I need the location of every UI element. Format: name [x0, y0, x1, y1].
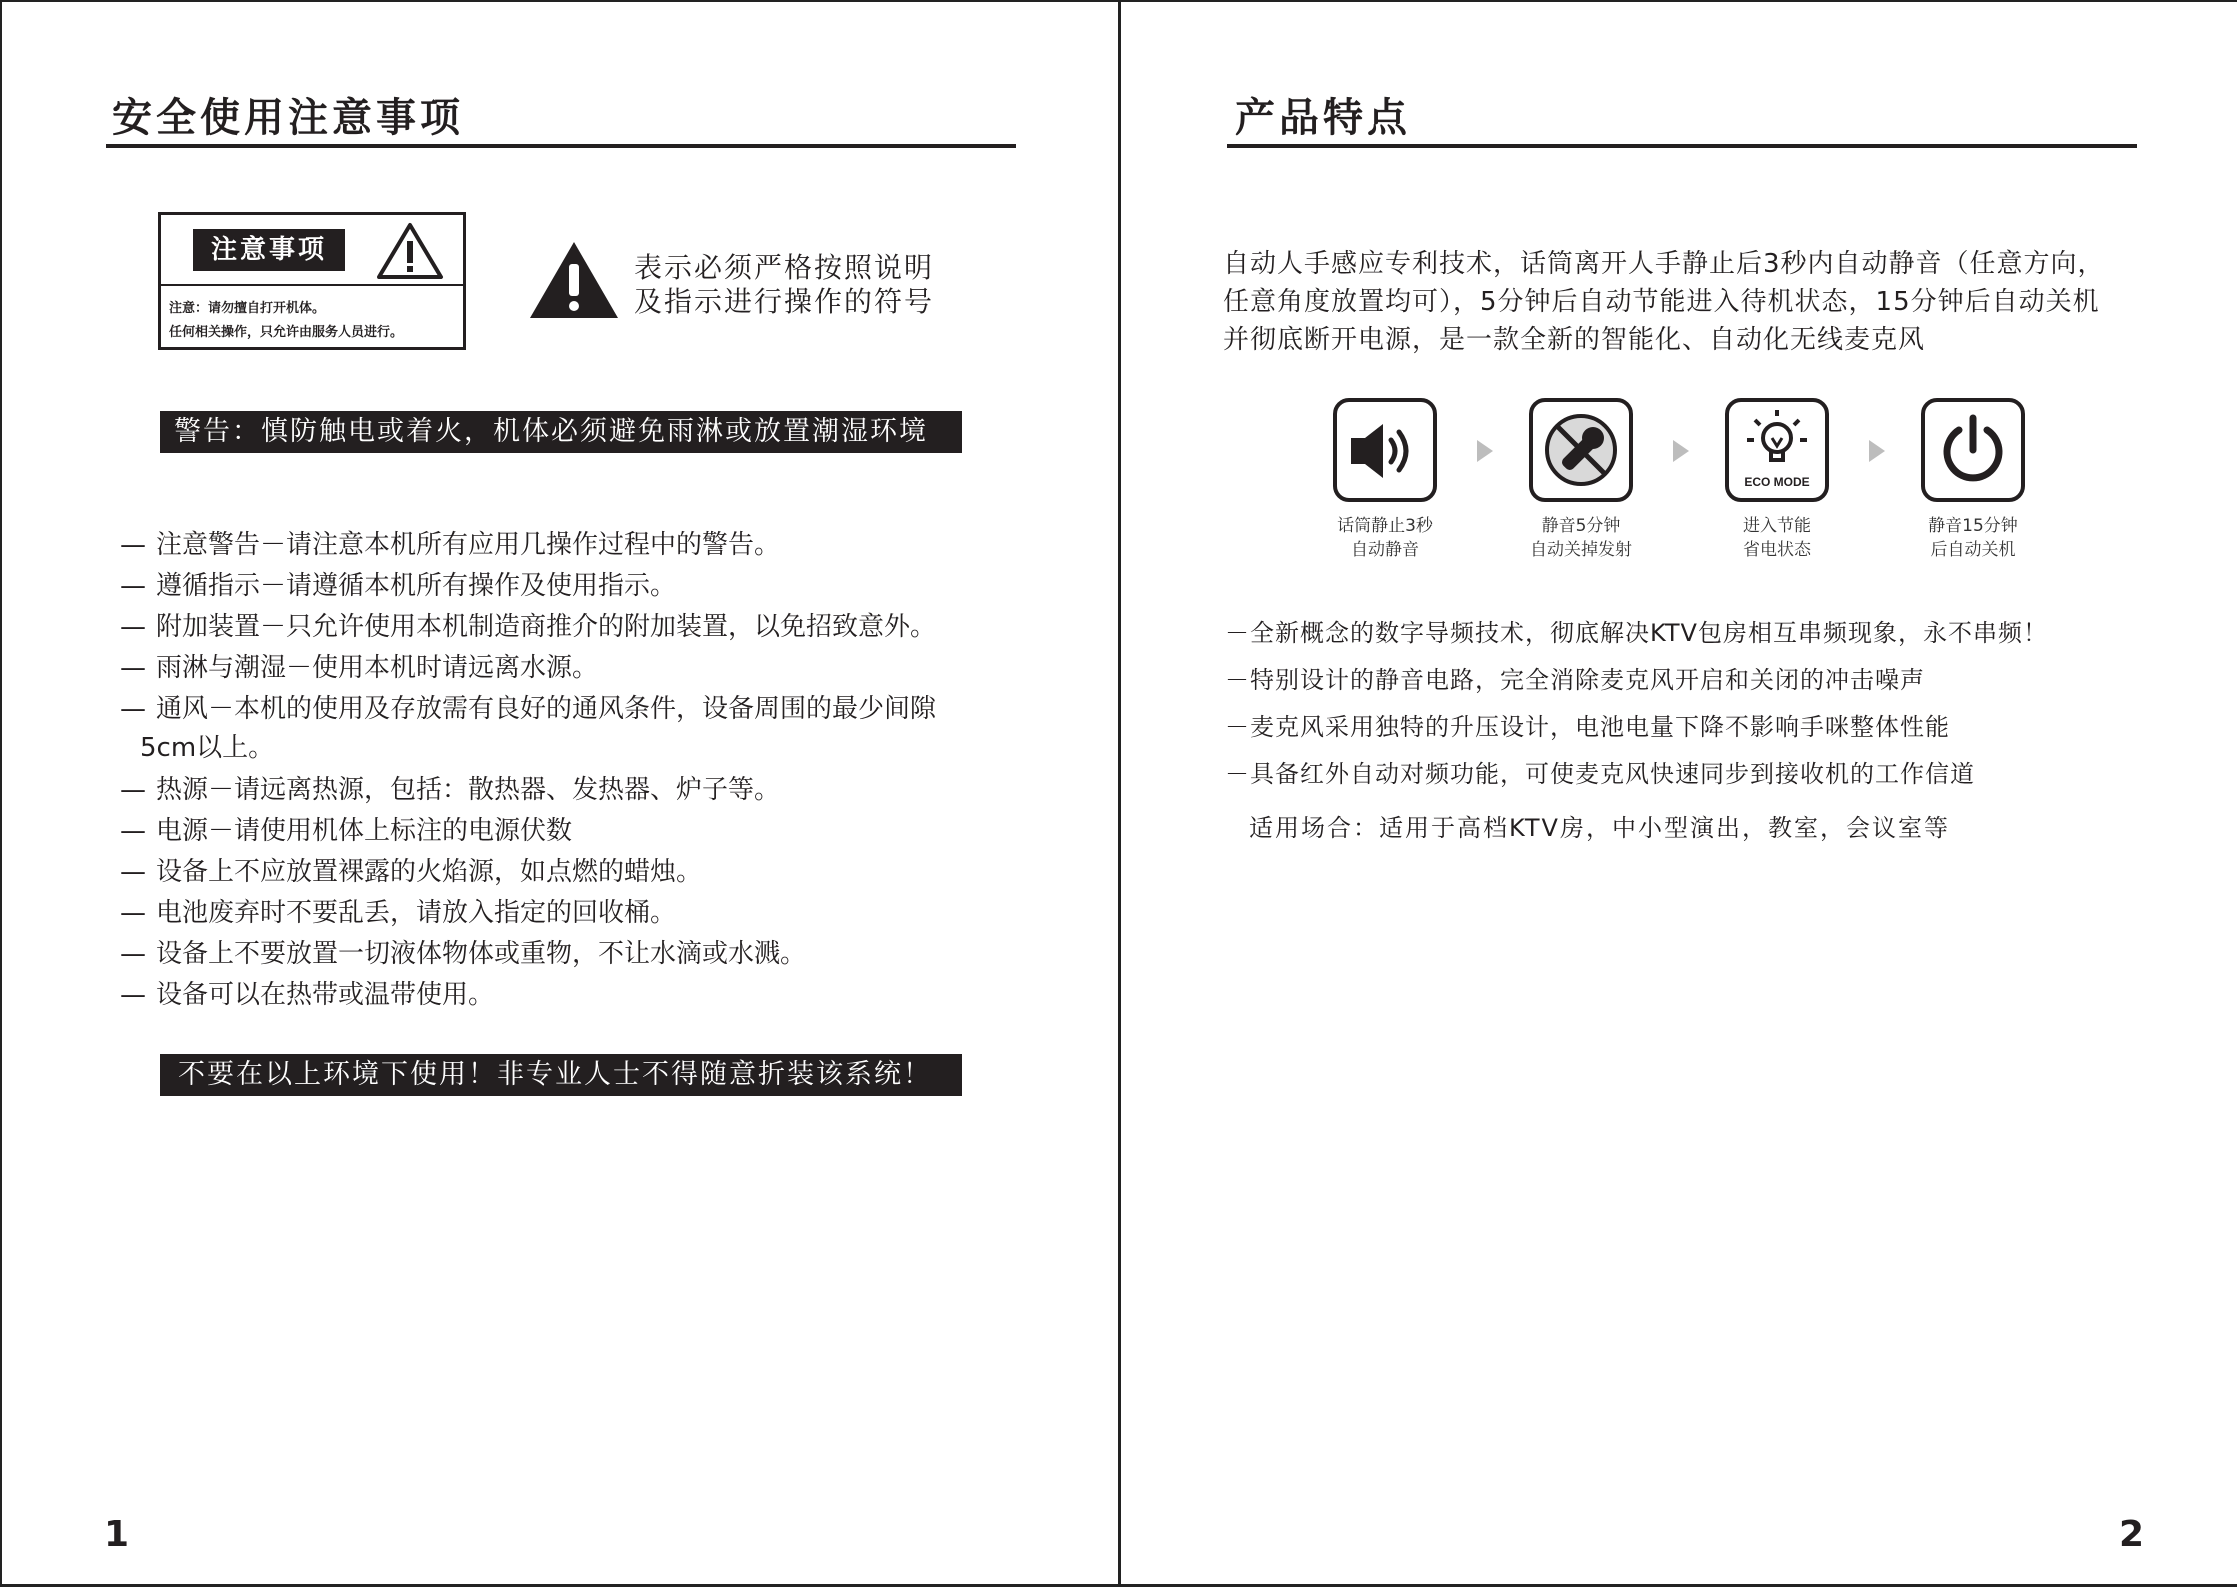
list-item-text: 热源－请远离热源，包括：散热器、发热器、炉子等。	[156, 775, 781, 805]
symbol-description-line-1: 表示必须严格按照说明	[634, 251, 935, 284]
warning-triangle-icon	[375, 221, 445, 281]
warning-bar: 警告：慎防触电或着火，机体必须避免雨淋或放置潮湿环境	[160, 411, 962, 453]
step-caption-1: 进入节能	[1743, 516, 1811, 536]
list-dash: —	[120, 530, 146, 560]
exclamation-triangle-icon	[528, 240, 620, 320]
notice-label: 注意事项	[193, 229, 345, 271]
list-item-text: 遵循指示－请遵循本机所有操作及使用指示。	[156, 571, 677, 601]
list-item	[120, 651, 598, 685]
arrow-right-icon	[1673, 440, 1689, 462]
eco-mode-label: ECO MODE	[1744, 475, 1810, 489]
step-caption-1: 静音15分钟	[1928, 516, 2018, 536]
page-number: 1	[104, 1514, 130, 1555]
page-title: 安全使用注意事项	[112, 95, 464, 141]
step-caption-1: 话筒静止3秒	[1337, 516, 1433, 536]
list-dash: —	[120, 775, 146, 805]
step-caption-2: 后自动关机	[1930, 540, 2016, 560]
list-dash: —	[120, 857, 146, 887]
list-item-text: 电源－请使用机体上标注的电源伏数	[156, 816, 573, 846]
list-item-text: 注意警告－请注意本机所有应用几操作过程中的警告。	[156, 530, 781, 560]
list-item	[120, 937, 806, 971]
page-title: 产品特点	[1235, 95, 1411, 141]
list-item-text: 电池废弃时不要乱丢，请放入指定的回收桶。	[156, 898, 677, 928]
step-caption-2: 自动关掉发射	[1530, 540, 1632, 560]
mic-muted-icon	[1533, 402, 1629, 498]
list-dash: —	[120, 653, 146, 683]
list-item	[120, 896, 676, 930]
list-dash: —	[120, 939, 146, 969]
list-item-text: 设备上不应放置裸露的火焰源，如点燃的蜡烛。	[156, 857, 703, 887]
list-item-text: 设备可以在热带或温带使用。	[156, 980, 495, 1010]
list-item	[120, 692, 936, 726]
list-item	[120, 978, 494, 1012]
feature-line: －特别设计的静音电路，完全消除麦克风开启和关闭的冲击噪声	[1225, 666, 1925, 694]
power-icon	[1925, 402, 2021, 498]
title-underline	[106, 144, 1016, 148]
step-caption-2: 省电状态	[1743, 540, 1811, 560]
eco-bulb-icon	[1729, 402, 1825, 498]
list-item	[120, 855, 702, 889]
list-dash: —	[120, 980, 146, 1010]
feature-line: －麦克风采用独特的升压设计，电池电量下降不影响手咪整体性能	[1225, 713, 1950, 741]
step-caption-2: 自动静音	[1351, 540, 1419, 560]
step-auto-mute	[1333, 398, 1437, 502]
step-caption-1: 静音5分钟	[1541, 516, 1621, 536]
list-item-text: 通风－本机的使用及存放需有良好的通风条件，设备周围的最少间隙	[156, 694, 937, 724]
notice-label-box	[158, 212, 466, 350]
notice-line-2: 任何相关操作，只允许由服务人员进行。	[169, 325, 404, 340]
intro-line-3: 并彻底断开电源，是一款全新的智能化、自动化无线麦克风	[1223, 325, 1926, 355]
list-dash: —	[120, 816, 146, 846]
list-item	[120, 610, 936, 644]
speaker-icon	[1337, 402, 1433, 498]
list-item-continuation: 5cm以上。	[140, 733, 275, 763]
step-auto-transmit-off	[1529, 398, 1633, 502]
symbol-description-line-2: 及指示进行操作的符号	[634, 285, 935, 318]
arrow-right-icon	[1869, 440, 1885, 462]
right-page	[1118, 0, 2237, 1587]
feature-line: －具备红外自动对频功能，可使麦克风快速同步到接收机的工作信道	[1225, 760, 1975, 788]
list-item	[120, 773, 780, 807]
step-eco-mode	[1725, 398, 1829, 502]
list-item	[120, 569, 676, 603]
bottom-warning-bar: 不要在以上环境下使用！非专业人士不得随意折装该系统！	[160, 1054, 962, 1096]
list-item	[120, 528, 780, 562]
intro-line-2: 任意角度放置均可），5分钟后自动节能进入待机状态，15分钟后自动关机	[1223, 287, 2100, 317]
list-item	[120, 814, 572, 848]
list-item-text: 附加装置－只允许使用本机制造商推介的附加装置，以免招致意外。	[156, 612, 937, 642]
page-border-top	[1121, 0, 2237, 2]
left-page	[0, 0, 1118, 1587]
page-border-top	[2, 0, 1118, 2]
list-item-text: 雨淋与潮湿－使用本机时请远离水源。	[156, 653, 599, 683]
list-dash: —	[120, 612, 146, 642]
step-auto-power-off	[1921, 398, 2025, 502]
feature-line: －全新概念的数字导频技术，彻底解决KTV包房相互串频现象，永不串频！	[1225, 619, 2048, 647]
usage-scenarios: 适用场合：适用于高档KTV房，中小型演出，教室，会议室等	[1249, 814, 1950, 842]
notice-divider	[161, 284, 463, 286]
list-dash: —	[120, 898, 146, 928]
title-underline	[1227, 144, 2137, 148]
intro-line-1: 自动人手感应专利技术，话筒离开人手静止后3秒内自动静音（任意方向，	[1223, 249, 2105, 279]
arrow-right-icon	[1477, 440, 1493, 462]
list-item-text: 设备上不要放置一切液体物体或重物，不让水滴或水溅。	[156, 939, 807, 969]
notice-line-1: 注意：请勿擅自打开机体。	[169, 301, 326, 316]
page-number: 2	[2119, 1514, 2145, 1555]
list-dash: —	[120, 571, 146, 601]
list-dash: —	[120, 694, 146, 724]
